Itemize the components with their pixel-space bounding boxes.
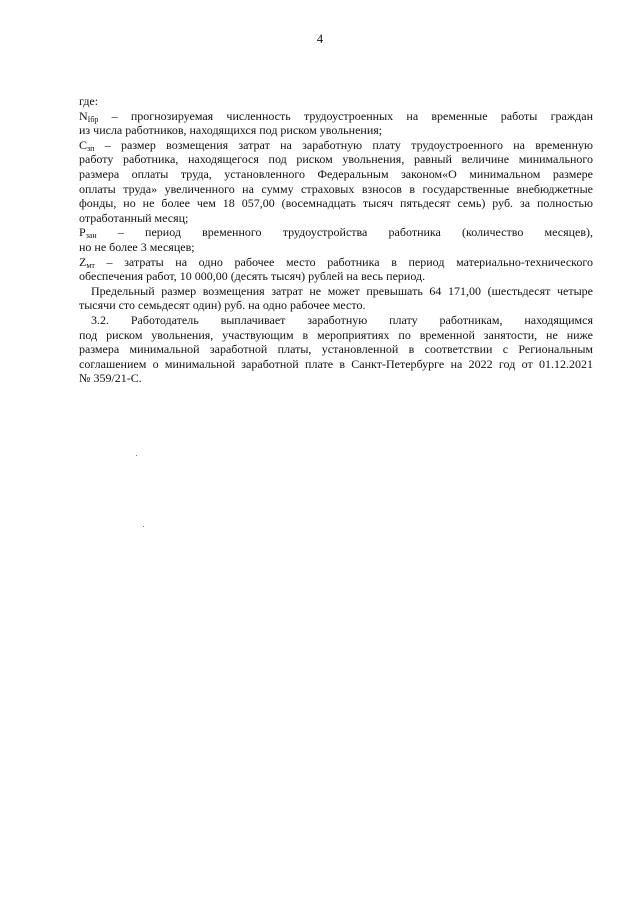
page-number: 4 bbox=[316, 32, 324, 46]
definition-pzan-line-2: но не более 3 месяцев; bbox=[79, 239, 195, 254]
symbol-c-subscript: зп bbox=[87, 143, 95, 153]
definition-nibr-line-1 bbox=[79, 109, 593, 124]
symbol-z: Z bbox=[79, 254, 87, 269]
definition-czp-line-2: работу работника, находящегося под риском увольнения, равный величине минимального bbox=[79, 152, 593, 167]
document-body bbox=[79, 94, 593, 386]
symbol-n-subscript: Ібр bbox=[87, 114, 99, 124]
clause-3-2-line-3: размера минимальной заработной платы, установленной в соответствии с Региональным bbox=[79, 342, 593, 357]
definition-czp-line-3: размера оплаты труда, установленного Федеральным законом«О минимальном размере bbox=[79, 166, 593, 181]
definition-czp-line-5: фонды, но не более чем 18 057,00 (восемнадцать тысяч пятьдесят семь) руб. за полностью bbox=[79, 196, 593, 211]
definition-zmt-line-1 bbox=[79, 255, 593, 270]
definition-czp-line-6: отработанный месяц; bbox=[79, 210, 189, 225]
definition-pzan-line-1 bbox=[79, 225, 593, 240]
symbol-p: P bbox=[79, 225, 86, 240]
where-label: где: bbox=[79, 94, 99, 108]
definition-czp-line-4: оплаты труда» увеличенного на сумму страховых взносов в государственные внебюджетные bbox=[79, 181, 593, 196]
limit-paragraph-line-1: Предельный размер возмещения затрат не может превышать 64 171,00 (шестьдесят четыре bbox=[91, 283, 593, 298]
limit-paragraph-line-2: тысячи сто семьдесят один) руб. на одно рабочее место. bbox=[79, 298, 366, 313]
scan-speck bbox=[136, 455, 137, 456]
definition-czp-text: – размер возмещения затрат на заработную плату трудоустроенного на временную bbox=[94, 137, 593, 152]
definition-zmt-text: – затраты на одно рабочее место работника в период материально-технического bbox=[94, 254, 593, 269]
clause-3-2-line-4: соглашением о минимальной заработной плате в Санкт-Петербурге на 2022 год от 01.12.2021 bbox=[79, 356, 593, 371]
scan-speck bbox=[143, 526, 144, 527]
symbol-z-subscript: мт bbox=[86, 260, 95, 270]
clause-3-2-line-2: под риском увольнения, участвующим в мероприятиях по временной занятости, не ниже bbox=[79, 327, 593, 342]
symbol-p-subscript: зан bbox=[85, 231, 97, 241]
definition-pzan-text: – период временного трудоустройства работника (количество месяцев), bbox=[96, 225, 593, 240]
definition-nibr-line-2: из числа работников, находящихся под риском увольнения; bbox=[79, 123, 383, 138]
symbol-c: C bbox=[79, 137, 88, 152]
symbol-n: N bbox=[79, 108, 88, 123]
definition-zmt-line-2: обеспечения работ, 10 000,00 (десять тысяч) рублей на весь период. bbox=[79, 269, 426, 284]
clause-3-2-line-1: 3.2. Работодатель выплачивает заработную плату работникам, находящимся bbox=[91, 312, 593, 327]
definition-nibr-text: – прогнозируемая численность трудоустроенных на временные работы граждан bbox=[98, 108, 593, 123]
clause-3-2-line-5: № 359/21-С. bbox=[79, 371, 142, 386]
definition-czp-line-1 bbox=[79, 138, 593, 153]
